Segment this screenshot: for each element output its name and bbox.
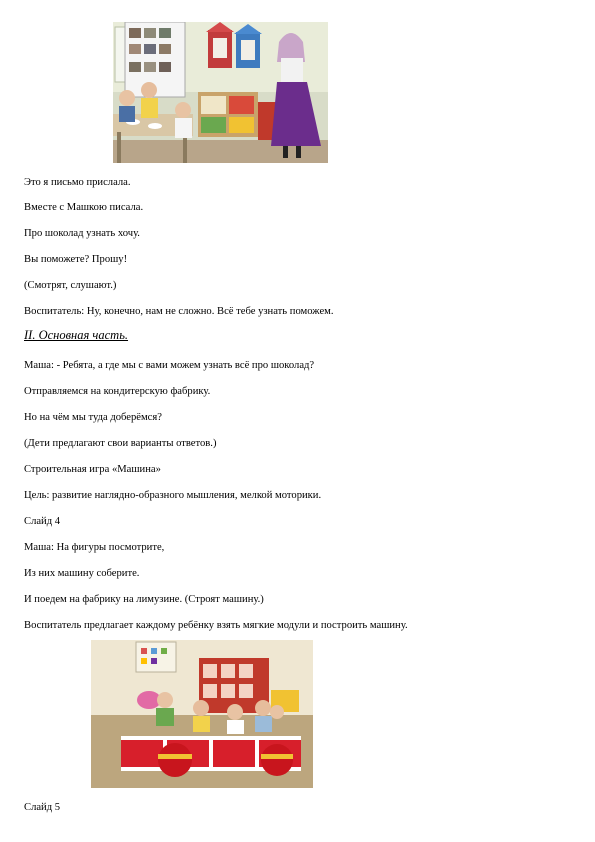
- classroom-photo: [113, 22, 328, 163]
- teacher-line: Воспитатель предлагает каждому ребёнку взять мягкие модули и построить машину.: [24, 620, 408, 631]
- stage-direction: (Дети предлагают свои варианты ответов.): [24, 438, 217, 449]
- paragraph: Отправляемся на кондитерскую фабрику.: [24, 386, 211, 397]
- children-car-photo: [91, 640, 313, 788]
- poem-line-2: Вместе с Машкою писала.: [24, 202, 144, 213]
- poem-line-1: Это я письмо прислала.: [24, 177, 131, 188]
- masha-line: Маша: На фигуры посмотрите,: [24, 542, 165, 553]
- poem-line-3: Про шоколад узнать хочу.: [24, 228, 140, 239]
- game-goal: Цель: развитие наглядно-образного мышления, мелкой моторики.: [24, 490, 322, 501]
- stage-direction: (Смотрят, слушают.): [24, 280, 117, 291]
- paragraph: Но на чём мы туда доберёмся?: [24, 412, 162, 423]
- masha-line: Маша: - Ребята, а где мы с вами можем узнать всё про шоколад?: [24, 360, 315, 371]
- section-heading: II. Основная часть.: [24, 328, 129, 342]
- slide-label: Слайд 4: [24, 516, 61, 527]
- poem-line-4: Вы поможете? Прошу!: [24, 254, 128, 265]
- poem-line: И поедем на фабрику на лимузине. (Строят машину.): [24, 594, 264, 605]
- teacher-line: Воспитатель: Ну, конечно, нам не сложно. Всё тебе узнать поможем.: [24, 306, 334, 317]
- poem-line: Из них машину соберите.: [24, 568, 140, 579]
- slide-label: Слайд 5: [24, 802, 61, 813]
- game-title: Строительная игра «Машина»: [24, 464, 161, 475]
